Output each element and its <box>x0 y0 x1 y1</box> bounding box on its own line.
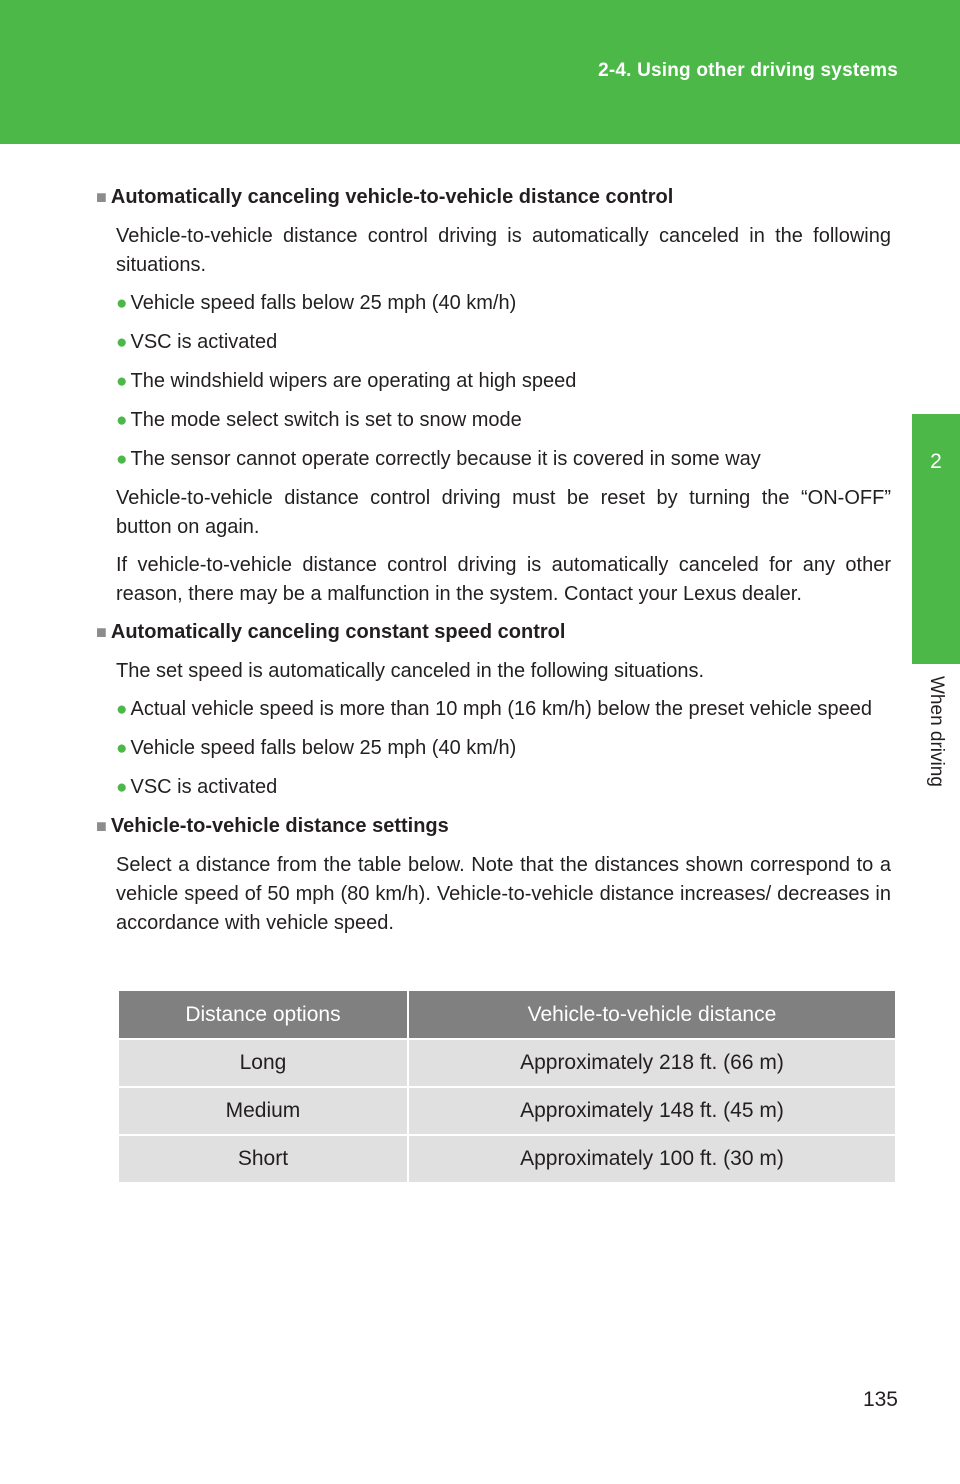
paragraph: Vehicle-to-vehicle distance control driving is automatically canceled in the following situations. <box>116 225 891 276</box>
square-bullet-icon: ■ <box>96 187 107 207</box>
list-item <box>116 695 891 724</box>
distance-settings-table <box>119 991 895 1182</box>
list-item <box>116 406 891 435</box>
circle-bullet-icon: ● <box>116 699 128 720</box>
table-row <box>119 1087 895 1135</box>
paragraph: The set speed is automatically canceled in the following situations. <box>116 660 705 682</box>
square-bullet-icon: ■ <box>96 622 107 642</box>
circle-bullet-icon: ● <box>116 777 128 798</box>
chapter-side-tab <box>912 144 960 1484</box>
list-item-text: The mode select switch is set to snow mode <box>130 409 522 431</box>
section-heading <box>96 618 891 647</box>
list-item <box>116 367 891 396</box>
circle-bullet-icon: ● <box>116 332 128 353</box>
column-header: Distance options <box>119 991 408 1039</box>
list-item <box>116 773 891 802</box>
circle-bullet-icon: ● <box>116 449 128 470</box>
list-item <box>116 445 891 474</box>
list-item <box>116 289 891 318</box>
list-item-text: Actual vehicle speed is more than 10 mph (16 km/h) below the preset vehicle speed <box>130 698 872 720</box>
table-cell: Long <box>119 1039 408 1087</box>
list-item-text: VSC is activated <box>130 331 278 353</box>
section-heading-text: Automatically canceling constant speed control <box>110 621 566 643</box>
table-row <box>119 1135 895 1182</box>
list-item-text: Vehicle speed falls below 25 mph (40 km/h) <box>130 737 517 759</box>
table-cell: Approximately 148 ft. (45 m) <box>408 1087 895 1135</box>
square-bullet-icon: ■ <box>96 816 107 836</box>
circle-bullet-icon: ● <box>116 738 128 759</box>
list-item-text: Vehicle speed falls below 25 mph (40 km/h) <box>130 292 517 314</box>
chapter-number: 2 <box>930 450 942 473</box>
table-cell: Medium <box>119 1087 408 1135</box>
paragraph: Select a distance from the table below. Note that the distances shown correspond to a vehicle speed of 50 mph (80 km/h). Vehicle-to-vehicle distance increases/ decreases in accordance with vehicle speed. <box>116 854 891 934</box>
table-cell: Approximately 100 ft. (30 m) <box>408 1135 895 1182</box>
list-item <box>116 328 891 357</box>
section-heading <box>96 183 891 212</box>
page-content <box>96 183 891 947</box>
table-cell: Approximately 218 ft. (66 m) <box>408 1039 895 1087</box>
page-number: 135 <box>862 1388 898 1411</box>
chapter-header <box>0 0 960 144</box>
table-row <box>119 1039 895 1087</box>
section-heading <box>96 812 891 841</box>
list-item-text: VSC is activated <box>130 776 278 798</box>
paragraph: Vehicle-to-vehicle distance control driving must be reset by turning the “ON-OFF” button on again. <box>116 487 891 538</box>
circle-bullet-icon: ● <box>116 410 128 431</box>
chapter-label: When driving <box>926 676 947 787</box>
paragraph: If vehicle-to-vehicle distance control driving is automatically canceled for any other reason, there may be a malfunction in the system. Contact your Lexus dealer. <box>116 554 891 605</box>
table-cell: Short <box>119 1135 408 1182</box>
list-item-text: The sensor cannot operate correctly because it is covered in some way <box>130 448 761 470</box>
table-header-row <box>119 991 895 1039</box>
section-title: 2-4. Using other driving systems <box>598 60 898 81</box>
section-heading-text: Automatically canceling vehicle-to-vehicle distance control <box>110 186 674 208</box>
circle-bullet-icon: ● <box>116 371 128 392</box>
list-item-text: The windshield wipers are operating at high speed <box>130 370 577 392</box>
circle-bullet-icon: ● <box>116 293 128 314</box>
section-heading-text: Vehicle-to-vehicle distance settings <box>110 815 449 837</box>
column-header: Vehicle-to-vehicle distance <box>408 991 895 1039</box>
list-item <box>116 734 891 763</box>
